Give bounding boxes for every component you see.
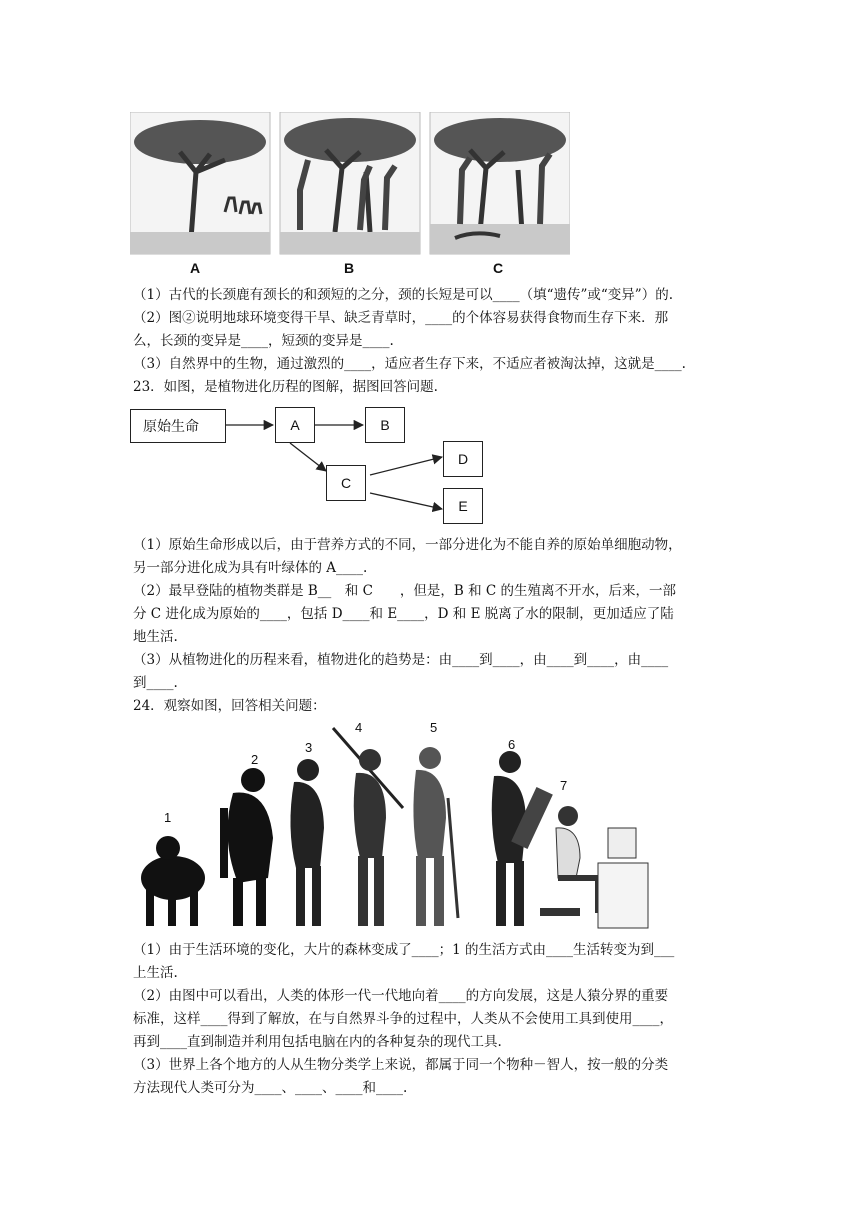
figure-2-hominid bbox=[220, 768, 273, 926]
figure-number-3: 3 bbox=[305, 740, 313, 755]
q22-line-3: 么，长颈的变异是____，短颈的变异是____. bbox=[133, 333, 394, 349]
figure-number-2: 2 bbox=[251, 752, 259, 767]
q23-heading: 23．如图，是植物进化历程的图解，据图回答问题. bbox=[133, 379, 438, 395]
figure-7-computer-user bbox=[540, 806, 648, 928]
q23-line-7: 到____. bbox=[133, 675, 178, 691]
q24-heading: 24．观察如图，回答相关问题： bbox=[133, 698, 326, 714]
node-d: D bbox=[443, 441, 483, 477]
q24-line-7: 方法现代人类可分为____、____、____和____. bbox=[133, 1080, 408, 1096]
panel-label-a: A bbox=[190, 260, 201, 276]
q22-line-2: （2）图②说明地球环境变得干旱、缺乏青草时，____的个体容易获得食物而生存下来．那 bbox=[133, 310, 669, 326]
figure-4-spear-human bbox=[333, 728, 403, 926]
figure-5-hunter bbox=[413, 747, 458, 926]
q22-line-1: （1）古代的长颈鹿有颈长的和颈短的之分，颈的长短是可以____（填“遗传”或“变异”）的. bbox=[133, 287, 673, 303]
panel-label-b: B bbox=[344, 260, 355, 276]
q22-line-4: （3）自然界中的生物，通过激烈的____，适应者生存下来，不适应者被淘汰掉，这就是____. bbox=[133, 356, 686, 372]
figure-number-4: 4 bbox=[355, 720, 363, 735]
q24-line-1: （1）由于生活环境的变化，大片的森林变成了____；1 的生活方式由____生活转变为到___ bbox=[133, 942, 675, 958]
figure-3-early-human bbox=[290, 759, 324, 926]
q24-line-4: 标准，这样____得到了解放，在与自然界斗争的过程中，人类从不会使用工具到使用____， bbox=[133, 1011, 673, 1027]
q23-line-4: 分 C 进化成为原始的____，包括 D____和 E____，D 和 E 脱离了水的限制，更加适应了陆 bbox=[133, 606, 674, 622]
panel-label-c: C bbox=[493, 260, 504, 276]
q23-line-2: 另一部分进化成为具有叶绿体的 A____. bbox=[133, 560, 368, 576]
node-e: E bbox=[443, 488, 483, 524]
figure-6-worker bbox=[492, 751, 553, 926]
node-c: C bbox=[326, 465, 366, 501]
q24-line-2: 上生活. bbox=[133, 965, 178, 981]
human-evolution-illustration bbox=[128, 718, 653, 933]
figure-number-1: 1 bbox=[164, 810, 172, 825]
figure-number-6: 6 bbox=[508, 737, 516, 752]
panel-c bbox=[430, 112, 570, 254]
panel-a bbox=[130, 112, 270, 254]
giraffe-illustration bbox=[130, 112, 570, 262]
figure-1-ape bbox=[141, 836, 205, 926]
figure-number-7: 7 bbox=[560, 778, 568, 793]
figure-number-5: 5 bbox=[430, 720, 438, 735]
q24-line-3: （2）由图中可以看出，人类的体形一代一代地向着____的方向发展，这是人猿分界的重要 bbox=[133, 988, 669, 1004]
panel-b bbox=[280, 112, 420, 254]
node-a: A bbox=[275, 407, 315, 443]
node-origin: 原始生命 bbox=[130, 409, 226, 443]
q24-line-5: 再到____直到制造并利用包括电脑在内的各种复杂的现代工具. bbox=[133, 1034, 502, 1050]
q23-line-6: （3）从植物进化的历程来看，植物进化的趋势是：由____到____，由____到____，由____ bbox=[133, 652, 669, 668]
node-b: B bbox=[365, 407, 405, 443]
q23-line-3: （2）最早登陆的植物类群是 B__ 和 C ，但是，B 和 C 的生殖离不开水，后来，一部 bbox=[133, 583, 677, 599]
q24-line-6: （3）世界上各个地方的人从生物分类学上来说，都属于同一个物种－智人，按一般的分类 bbox=[133, 1057, 669, 1073]
q23-line-5: 地生活. bbox=[133, 629, 178, 645]
q23-line-1: （1）原始生命形成以后，由于营养方式的不同，一部分进化为不能自养的原始单细胞动物， bbox=[133, 537, 682, 553]
